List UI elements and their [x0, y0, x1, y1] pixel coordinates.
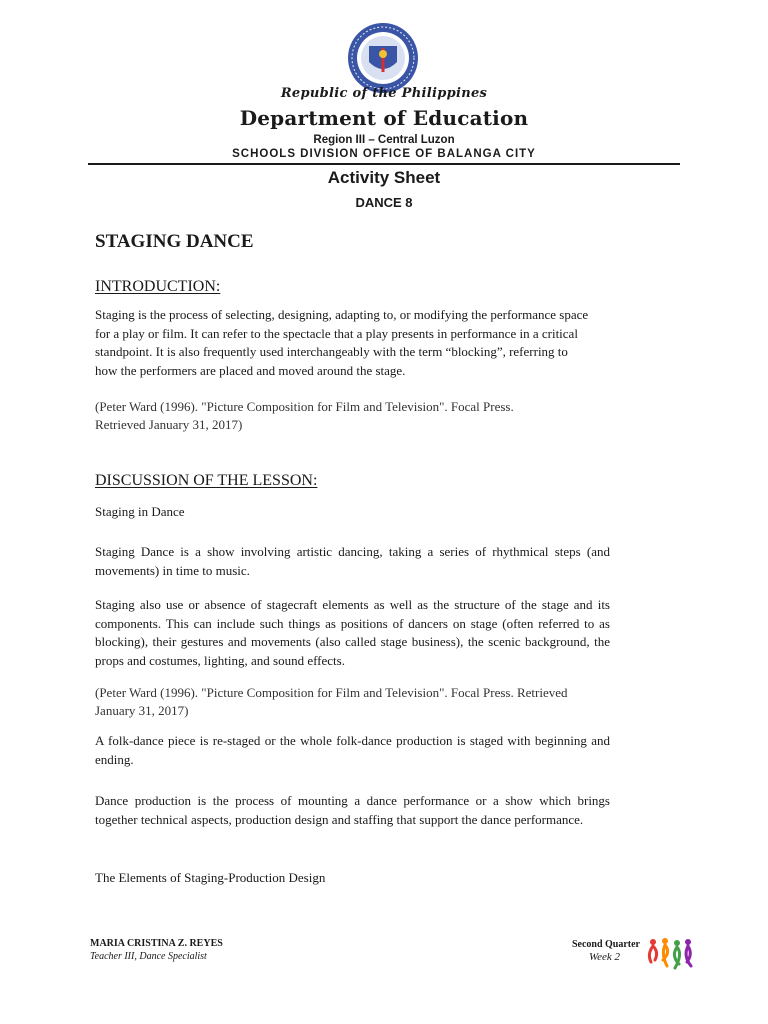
intro-line: how the performers are placed and moved around the stage. — [95, 362, 406, 378]
page-title: STAGING DANCE — [95, 231, 254, 252]
deped-seal-icon — [347, 22, 419, 94]
quarter-label: Second Quarter — [571, 939, 640, 950]
citation-line: (Peter Ward (1996). "Picture Composition for Film and Television". Focal Press. Retrieved — [95, 685, 568, 700]
discussion-heading: DISCUSSION OF THE LESSON: — [95, 472, 318, 489]
citation-line: Retrieved January 31, 2017) — [95, 417, 243, 432]
paragraph-2: Staging also use or absence of stagecraft elements as well as the structure of the stage and its components. This can include such things as positions of dancers on stage (often referred to as blocking), their gestures and movements (also called stage business), the scenic background, the props and costumes, lighting, and sound effects. — [95, 597, 610, 668]
citation-2 — [95, 684, 615, 720]
division-heading: SCHOOLS DIVISION OFFICE OF BALANGA CITY — [232, 148, 536, 160]
author-name: MARIA CRISTINA Z. REYES — [90, 938, 223, 949]
week-label: Week 2 — [588, 951, 620, 963]
paragraph-1: Staging Dance is a show involving artistic dancing, taking a series of rhythmical steps (and movements) in time to music. — [95, 544, 610, 578]
header-divider — [88, 163, 680, 165]
region-heading: Region III – Central Luzon — [313, 134, 455, 146]
staging-in-dance-heading: Staging in Dance — [95, 504, 185, 519]
paragraph-4: Dance production is the process of mounting a dance performance or a show which brings together technical aspects, production design and staffing that support the dance performance. — [95, 793, 610, 827]
intro-line: standpoint. It is also frequently used interchangeably with the term “blocking”, referring to — [95, 344, 568, 359]
intro-line: for a play or film. It can refer to the spectacle that a play presents in performance in a critical — [95, 325, 578, 341]
closing-heading: The Elements of Staging-Production Design — [95, 870, 326, 885]
activity-sheet-title: Activity Sheet — [327, 168, 441, 187]
author-role: Teacher III, Dance Specialist — [90, 951, 207, 962]
department-heading: Department of Education — [239, 106, 529, 130]
republic-heading: Republic of the Philippines — [280, 86, 488, 101]
citation-line: (Peter Ward (1996). "Picture Composition for Film and Television". Focal Press. — [95, 399, 514, 414]
dancers-logo-icon — [645, 936, 695, 972]
introduction-heading: INTRODUCTION: — [95, 278, 221, 295]
subject-label: DANCE 8 — [355, 195, 413, 210]
introduction-paragraph — [95, 306, 610, 380]
intro-line: Staging is the process of selecting, designing, adapting to, or modifying the performance space — [95, 307, 589, 322]
citation-1 — [95, 398, 615, 434]
paragraph-3: A folk-dance piece is re-staged or the whole folk-dance production is staged with beginning and ending. — [95, 733, 610, 767]
citation-line: January 31, 2017) — [95, 703, 189, 718]
